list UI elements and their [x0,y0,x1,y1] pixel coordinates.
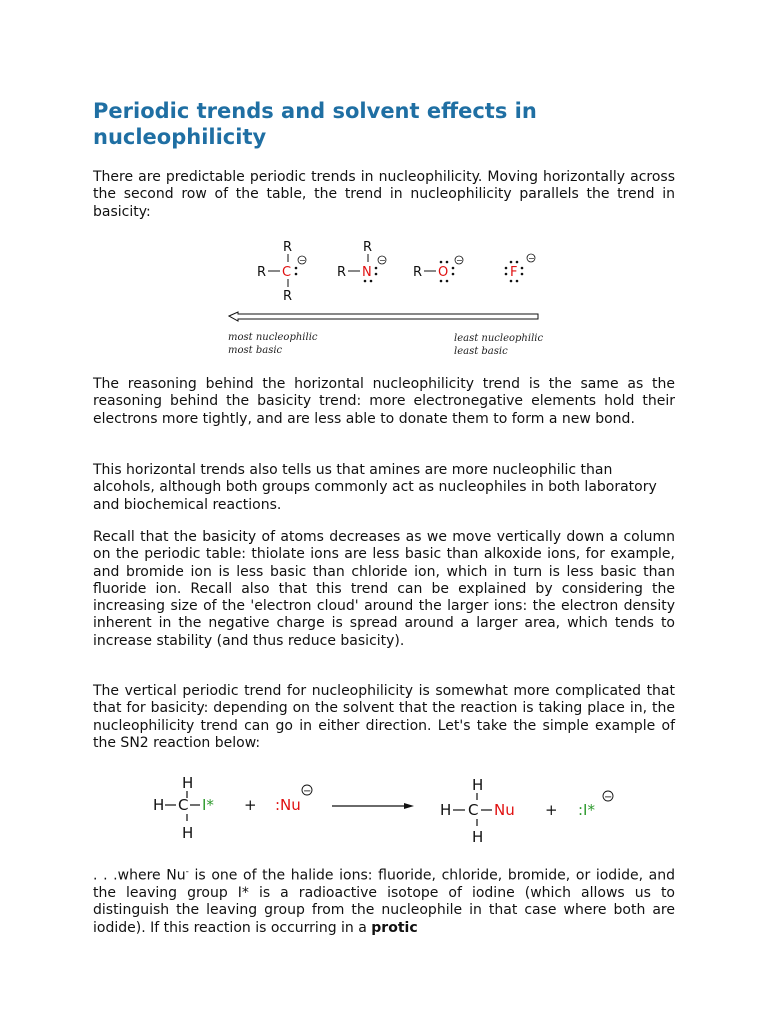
atom-f: F [510,265,518,280]
lone-pair-dot [452,273,455,276]
r-group-c-bottom: R [283,289,293,304]
paragraph-vertical-trend: The vertical periodic trend for nucleophilicity is somewhat more complicated that that for basicity: depending on the solvent that the reaction is taking place in, the nucleophilicity trend can go in either direction. Let's take the simple example of the SN2 reaction below: [93,683,675,751]
r-group-c-top: R [283,240,293,255]
lone-pair-dot [295,267,298,270]
caption-least-nucleophilic: least nucleophilic [454,333,544,344]
lone-pair-dot [440,280,443,283]
r-group-o-left: R [413,265,423,280]
reaction-arrow-head [404,803,414,809]
lone-pair-dot [452,267,455,270]
h-bottom-reactant: H [182,824,194,842]
lone-pair-dot [446,280,449,283]
lone-pair-dot [364,280,367,283]
lone-pair-dot [375,273,378,276]
h-top-product: H [472,776,484,794]
charge-minus-f: − [528,254,535,263]
halide-text-start: . . .where Nu [93,867,186,884]
caption-most-nucleophilic: most nucleophilic [228,332,318,343]
halide-text-rest: is one of the halide ions: fluoride, chloride, bromide, or iodide, and the leaving group I* is a radioactive isotope of iodine (which allows us to distinguish the leaving group from the nucleophile in that case where both are iodide). If this reaction is occurring in a [93,867,676,936]
trend-arrow [229,312,538,321]
page-title: Periodic trends and solvent effects in nucleophilicity [93,99,537,149]
paragraph-basicity-vertical: Recall that the basicity of atoms decreases as we move vertically down a column on the periodic table: thiolate ions are less basic than alkoxide ions, for example, and bromide ion is less basic than chloride ion, which in turn is less basic than fluoride ion. Recall also that this trend can be explained by considering the increasing size of the 'electron cloud' around the larger ions: the electron density inherent in the negative charge is spread around a larger area, which tends to increase stability (and thus reduce basicity). [93,529,675,649]
lone-pair-dot [516,261,519,264]
paragraph-amines: This horizontal trends also tells us that amines are more nucleophilic than alcohols, although both groups commonly act as nucleophiles in both laboratory and biochemical reactions. [93,462,657,513]
sn2-reaction-figure [140,768,620,848]
paragraph-halide [93,864,675,937]
r-group-c-left: R [257,265,267,280]
atom-n: N [362,265,372,280]
paragraph-reasoning: The reasoning behind the horizontal nucleophilicity trend is the same as the reasoning behind the basicity trend: more electronegative elements hold their electrons more tightly, and are less able to donate them to form a new bond. [93,376,675,427]
atom-c: C [282,265,292,280]
plus-sign-right: + [545,801,558,819]
lone-pair-dot [370,280,373,283]
charge-minus-o: − [456,256,463,265]
nucleophile: :Nu [275,796,301,814]
atom-o: O [438,265,449,280]
lone-pair-dot [521,267,524,270]
lone-pair-dot [505,273,508,276]
lone-pair-dot [521,273,524,276]
lone-pair-dot [510,280,513,283]
nu-charge-superscript: - [185,867,189,877]
lone-pair-dot [510,261,513,264]
leaving-group: :I* [578,801,595,819]
lone-pair-dot [446,261,449,264]
plus-sign-left: + [244,796,257,814]
h-top-reactant: H [182,774,194,792]
protic-bold: protic [371,919,418,936]
h-bottom-product: H [472,828,484,846]
c-product: C [468,801,479,819]
charge-minus-leaving: − [604,792,613,803]
nucleophilicity-trend-figure [220,232,550,362]
lone-pair-dot [295,273,298,276]
charge-minus-c: − [299,256,306,265]
h-left-reactant: H [153,796,165,814]
charge-minus-nu: − [303,786,312,797]
caption-least-basic: least basic [454,346,508,357]
lone-pair-dot [375,267,378,270]
lone-pair-dot [516,280,519,283]
h-left-product: H [440,801,452,819]
c-reactant: C [178,796,189,814]
charge-minus-n: − [379,256,386,265]
r-group-n-left: R [337,265,347,280]
lone-pair-dot [440,261,443,264]
paragraph-intro: There are predictable periodic trends in nucleophilicity. Moving horizontally across the second row of the table, the trend in nucleophilicity parallels the trend in basicity: [93,169,675,220]
nu-product: Nu [494,801,515,819]
iodine-star-reactant: I* [202,796,214,814]
lone-pair-dot [505,267,508,270]
caption-most-basic: most basic [228,345,283,356]
r-group-n-top: R [363,240,373,255]
